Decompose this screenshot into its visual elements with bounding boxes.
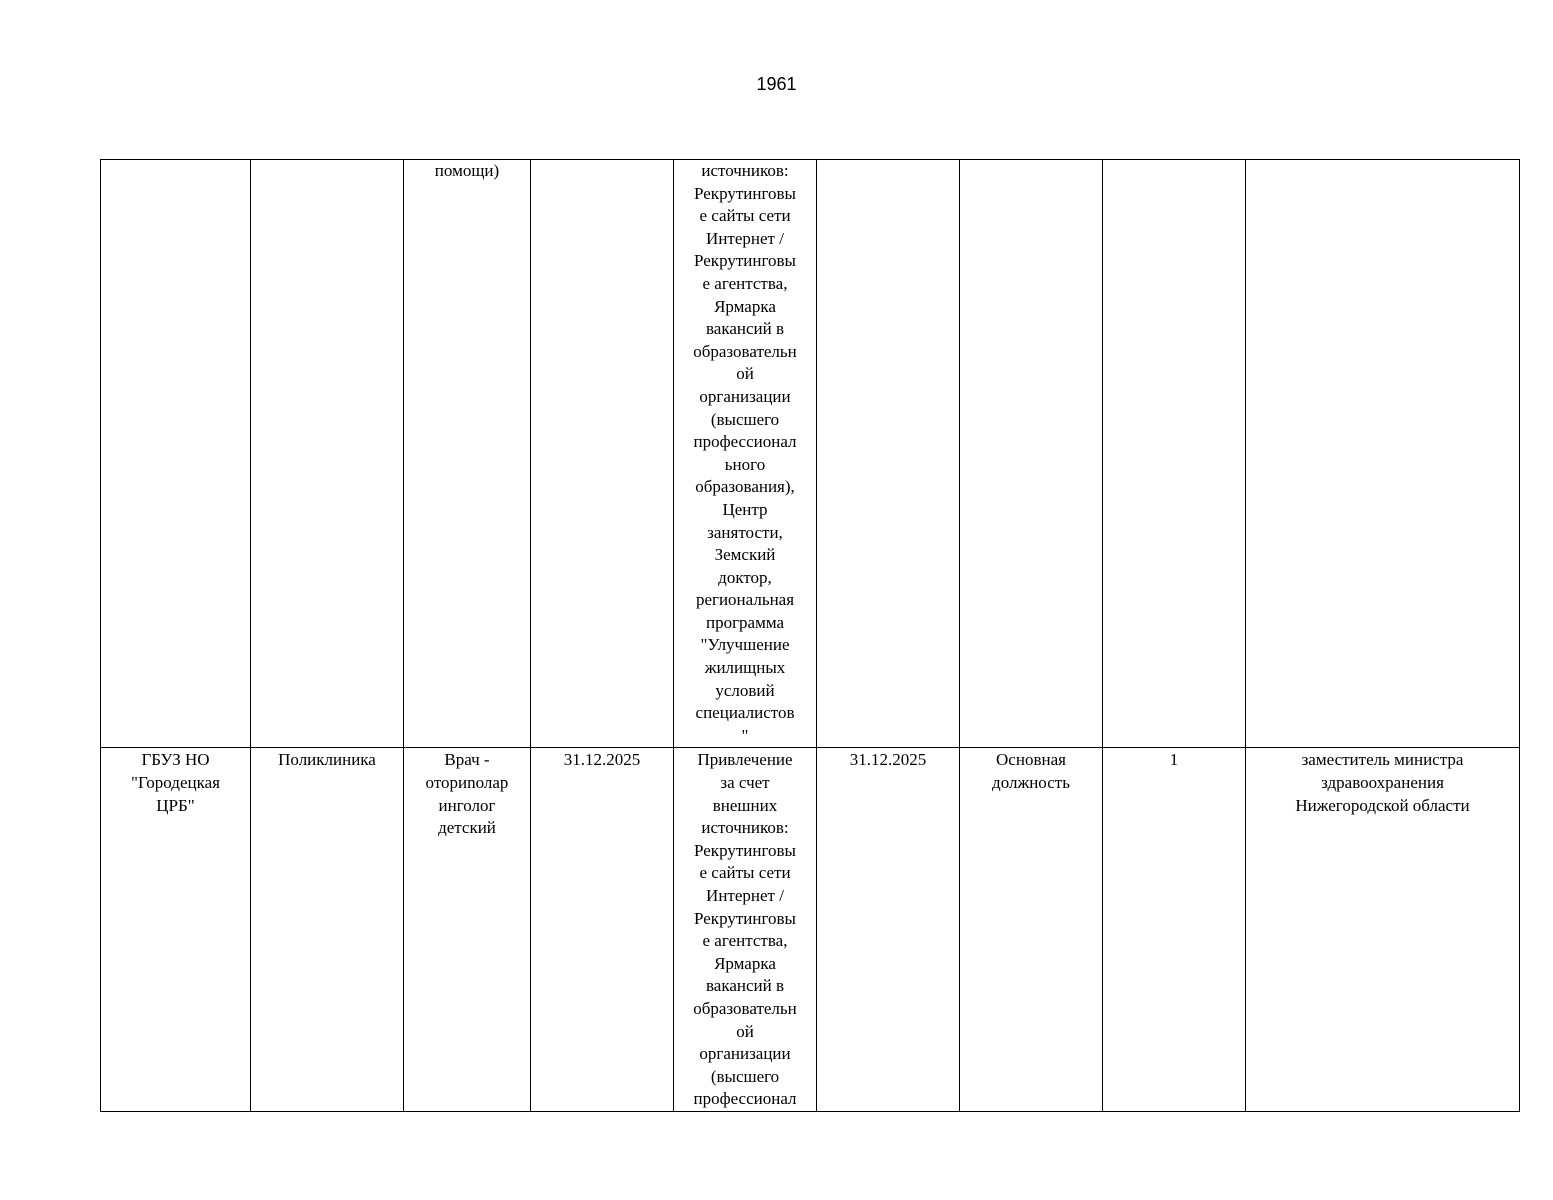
- table-cell: [251, 160, 404, 748]
- table-cell: 31.12.2025: [531, 748, 674, 1112]
- table-cell: Поликлиника: [251, 748, 404, 1112]
- table-cell: 31.12.2025: [817, 748, 960, 1112]
- table-cell: 1: [1103, 748, 1246, 1112]
- table-cell: [101, 160, 251, 748]
- table-cell: [817, 160, 960, 748]
- table-cell: помощи): [404, 160, 531, 748]
- table-cell: Врач - оториnолар инголог детский: [404, 748, 531, 1112]
- table-cell: [1103, 160, 1246, 748]
- table-cell: [531, 160, 674, 748]
- table-row: [101, 748, 1520, 1112]
- document-table: [100, 159, 1520, 1112]
- table-cell: Привлечение за счет внешних источников: Рекрутинговы е сайты сети Интернет / Рекрутинговы е агентства, Ярмарка вакансий в образовательн ой организации (высшего профессионал: [674, 748, 817, 1112]
- table-cell: [1246, 160, 1520, 748]
- table-cell: ГБУЗ НО "Городецкая ЦРБ": [101, 748, 251, 1112]
- table-cell: [960, 160, 1103, 748]
- table-row: [101, 160, 1520, 748]
- table-cell: заместитель министра здравоохранения Нижегородской области: [1246, 748, 1520, 1112]
- table-cell: Основная должность: [960, 748, 1103, 1112]
- table-cell: источников: Рекрутинговы е сайты сети Интернет / Рекрутинговы е агентства, Ярмарка вакансий в образовательн ой организации (высшего профессионал ьного образования), Центр занятости, Земский доктор, региональная программа "Улучшение жилищных условий специалистов ": [674, 160, 817, 748]
- page-number: 1961: [756, 74, 797, 94]
